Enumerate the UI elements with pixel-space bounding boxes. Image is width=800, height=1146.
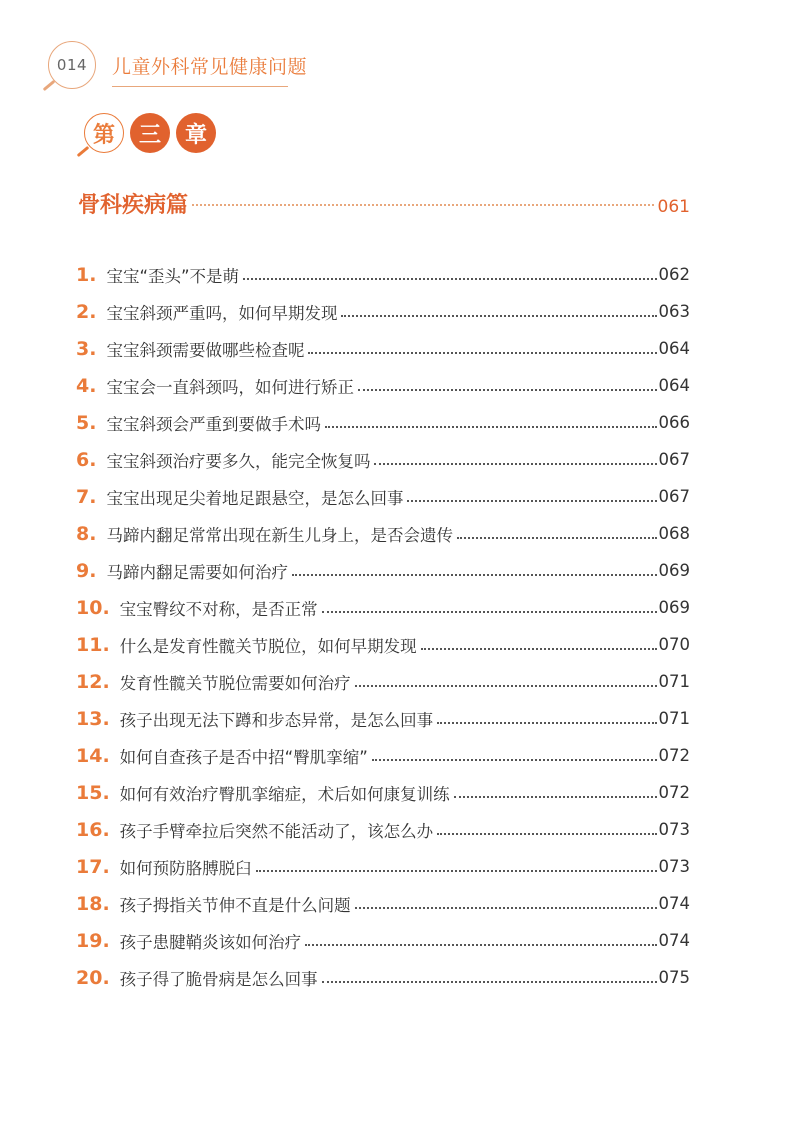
toc-entry-title: 宝宝出现足尖着地足跟悬空，是怎么回事 bbox=[106, 488, 404, 508]
book-title: 儿童外科常见健康问题 bbox=[112, 56, 308, 78]
toc-entry[interactable] bbox=[76, 330, 690, 367]
toc-entry-page: 073 bbox=[658, 820, 690, 839]
toc-entry-number: 6. bbox=[76, 448, 97, 471]
toc-entry-number: 20. bbox=[76, 966, 110, 989]
toc-entry-page: 064 bbox=[658, 376, 690, 395]
toc-entry[interactable] bbox=[76, 589, 690, 626]
toc-entry[interactable] bbox=[76, 700, 690, 737]
toc-entry-number: 5. bbox=[76, 411, 97, 434]
dot-leader bbox=[372, 759, 657, 761]
toc-entry-title: 宝宝斜颈治疗要多久，能完全恢复吗 bbox=[106, 451, 371, 471]
dot-leader bbox=[322, 611, 657, 613]
toc-entry-number: 14. bbox=[76, 744, 110, 767]
dot-leader bbox=[421, 648, 657, 650]
table-of-contents bbox=[76, 256, 690, 996]
dot-leader bbox=[374, 463, 656, 465]
toc-entry-page: 072 bbox=[658, 783, 690, 802]
dot-leader bbox=[358, 389, 657, 391]
toc-entry-page: 072 bbox=[658, 746, 690, 765]
dot-leader bbox=[322, 981, 657, 983]
toc-entry-page: 069 bbox=[658, 598, 690, 617]
toc-entry-title: 宝宝臀纹不对称，是否正常 bbox=[119, 599, 318, 619]
toc-entry-number: 19. bbox=[76, 929, 110, 952]
dot-leader bbox=[305, 944, 656, 946]
page-number: 014 bbox=[48, 41, 96, 89]
toc-entry[interactable] bbox=[76, 404, 690, 441]
dot-leader bbox=[292, 574, 657, 576]
section-title: 骨科疾病篇 bbox=[78, 193, 189, 218]
toc-entry-title: 宝宝会一直斜颈吗，如何进行矫正 bbox=[106, 377, 354, 397]
dot-leader bbox=[454, 796, 657, 798]
toc-entry-title: 如何预防胳膊脱臼 bbox=[119, 858, 252, 878]
toc-entry-title: 马蹄内翻足需要如何治疗 bbox=[106, 562, 288, 582]
toc-entry-number: 16. bbox=[76, 818, 110, 841]
toc-entry-page: 063 bbox=[658, 302, 690, 321]
toc-entry[interactable] bbox=[76, 737, 690, 774]
toc-entry-page: 075 bbox=[658, 968, 690, 987]
toc-entry-number: 10. bbox=[76, 596, 110, 619]
toc-entry[interactable] bbox=[76, 441, 690, 478]
toc-entry-title: 什么是发育性髋关节脱位，如何早期发现 bbox=[119, 636, 417, 656]
toc-entry[interactable] bbox=[76, 256, 690, 293]
dot-leader bbox=[437, 722, 656, 724]
toc-entry-title: 宝宝斜颈会严重到要做手术吗 bbox=[106, 414, 321, 434]
dot-leader bbox=[341, 315, 656, 317]
toc-entry-title: 马蹄内翻足常常出现在新生儿身上，是否会遗传 bbox=[106, 525, 453, 545]
toc-entry-title: 宝宝斜颈需要做哪些检查呢 bbox=[106, 340, 305, 360]
toc-entry[interactable] bbox=[76, 811, 690, 848]
toc-entry-number: 11. bbox=[76, 633, 110, 656]
toc-entry[interactable] bbox=[76, 293, 690, 330]
toc-entry-number: 1. bbox=[76, 263, 97, 286]
dot-leader bbox=[437, 833, 656, 835]
toc-entry-page: 074 bbox=[658, 931, 690, 950]
toc-entry[interactable] bbox=[76, 959, 690, 996]
dot-leader bbox=[355, 907, 657, 909]
dot-leader bbox=[457, 537, 657, 539]
dot-leader bbox=[355, 685, 657, 687]
toc-entry-title: 宝宝“歪头”不是萌 bbox=[106, 266, 240, 286]
dot-leader bbox=[256, 870, 657, 872]
section-heading[interactable] bbox=[78, 188, 690, 220]
toc-entry-number: 3. bbox=[76, 337, 97, 360]
toc-entry-number: 2. bbox=[76, 300, 97, 323]
toc-entry[interactable] bbox=[76, 367, 690, 404]
toc-entry-page: 069 bbox=[658, 561, 690, 580]
toc-entry-title: 孩子得了脆骨病是怎么回事 bbox=[119, 969, 318, 989]
chapter-heading bbox=[74, 113, 244, 159]
toc-entry[interactable] bbox=[76, 885, 690, 922]
toc-entry-title: 孩子拇指关节伸不直是什么问题 bbox=[119, 895, 351, 915]
toc-entry-number: 8. bbox=[76, 522, 97, 545]
magnifier-icon bbox=[77, 146, 90, 157]
toc-entry-number: 17. bbox=[76, 855, 110, 878]
toc-entry-number: 13. bbox=[76, 707, 110, 730]
chapter-char: 第 bbox=[84, 113, 124, 153]
toc-entry-number: 15. bbox=[76, 781, 110, 804]
toc-entry-number: 7. bbox=[76, 485, 97, 508]
toc-entry-page: 071 bbox=[658, 672, 690, 691]
dot-leader bbox=[192, 204, 654, 206]
toc-entry-number: 4. bbox=[76, 374, 97, 397]
magnifier-icon bbox=[43, 80, 56, 91]
toc-entry-number: 18. bbox=[76, 892, 110, 915]
toc-entry-title: 宝宝斜颈严重吗，如何早期发现 bbox=[106, 303, 338, 323]
toc-entry-title: 孩子患腱鞘炎该如何治疗 bbox=[119, 932, 302, 952]
toc-entry[interactable] bbox=[76, 515, 690, 552]
toc-entry-page: 068 bbox=[658, 524, 690, 543]
header-divider bbox=[112, 86, 288, 87]
toc-entry[interactable] bbox=[76, 552, 690, 589]
toc-entry-title: 发育性髋关节脱位需要如何治疗 bbox=[119, 673, 351, 693]
toc-entry-page: 062 bbox=[658, 265, 690, 284]
toc-entry-page: 064 bbox=[658, 339, 690, 358]
toc-entry-title: 孩子手臂牵拉后突然不能活动了，该怎么办 bbox=[119, 821, 434, 841]
toc-entry[interactable] bbox=[76, 663, 690, 700]
toc-entry-page: 071 bbox=[658, 709, 690, 728]
toc-entry-page: 070 bbox=[658, 635, 690, 654]
toc-entry-page: 067 bbox=[658, 487, 690, 506]
toc-entry-number: 9. bbox=[76, 559, 97, 582]
toc-entry[interactable] bbox=[76, 774, 690, 811]
dot-leader bbox=[407, 500, 656, 502]
section-page-number: 061 bbox=[657, 197, 690, 217]
toc-entry-title: 孩子出现无法下蹲和步态异常，是怎么回事 bbox=[119, 710, 434, 730]
dot-leader bbox=[325, 426, 657, 428]
toc-entry[interactable] bbox=[76, 848, 690, 885]
chapter-char: 三 bbox=[130, 113, 170, 153]
toc-entry-page: 067 bbox=[658, 450, 690, 469]
toc-entry-title: 如何自查孩子是否中招“臀肌挛缩” bbox=[119, 747, 368, 767]
toc-entry-page: 073 bbox=[658, 857, 690, 876]
dot-leader bbox=[243, 278, 656, 280]
chapter-char: 章 bbox=[176, 113, 216, 153]
toc-entry-page: 066 bbox=[658, 413, 690, 432]
toc-entry[interactable] bbox=[76, 626, 690, 663]
toc-entry[interactable] bbox=[76, 478, 690, 515]
toc-entry-page: 074 bbox=[658, 894, 690, 913]
page-header bbox=[42, 38, 308, 98]
toc-entry[interactable] bbox=[76, 922, 690, 959]
toc-entry-number: 12. bbox=[76, 670, 110, 693]
toc-entry-title: 如何有效治疗臀肌挛缩症，术后如何康复训练 bbox=[119, 784, 450, 804]
dot-leader bbox=[308, 352, 656, 354]
